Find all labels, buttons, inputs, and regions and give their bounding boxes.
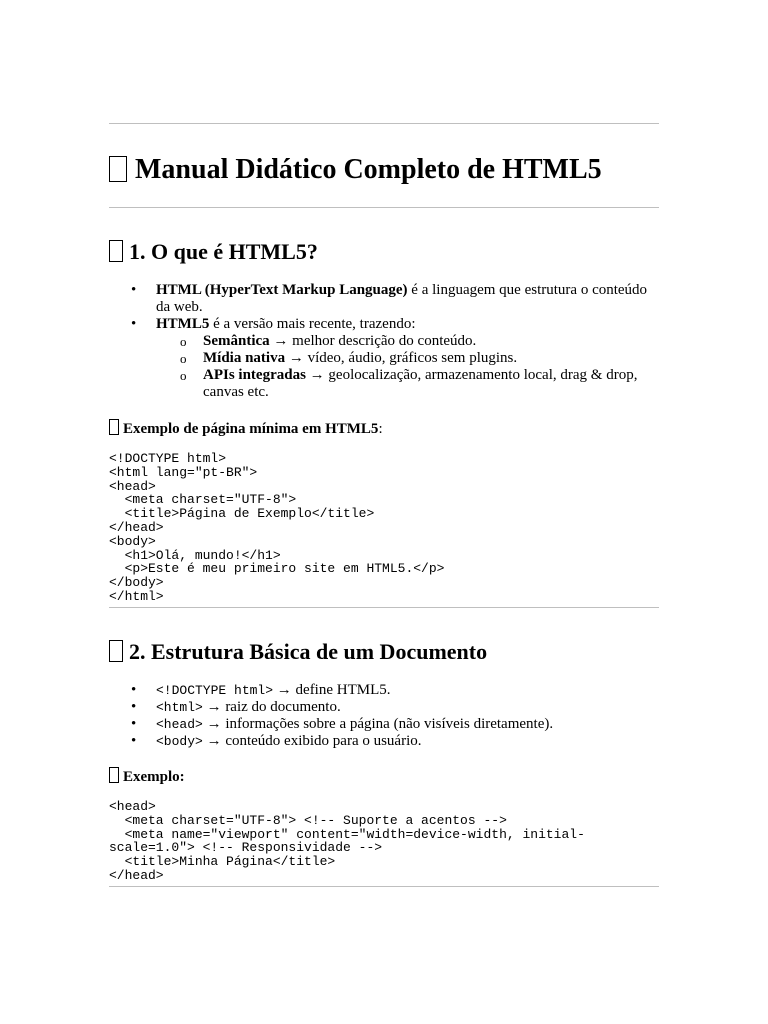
section1-heading-text: 1. O que é HTML5? [129, 239, 318, 264]
list-item [109, 682, 659, 699]
list-item-code: <body> [156, 734, 203, 749]
example-label-colon: : [378, 421, 383, 437]
sub-bullet: o [180, 351, 187, 366]
section2-heading [109, 639, 487, 665]
memo-icon [109, 419, 119, 435]
page-title-text: Manual Didático Completo de HTML5 [135, 154, 602, 185]
section2-example-label [109, 767, 185, 786]
section2-heading-text: 2. Estrutura Básica de um Documento [129, 639, 488, 664]
bullet: • [131, 733, 137, 749]
divider-section2 [109, 886, 659, 887]
bullet: • [131, 699, 137, 715]
section1-example-label [109, 419, 383, 438]
list-item [109, 733, 659, 750]
sub-bullet: o [180, 334, 187, 349]
list-item [109, 282, 659, 316]
list-item-strong: HTML5 [156, 316, 210, 332]
list-item-code: <head> [156, 717, 203, 732]
sublist-item-strong: Mídia nativa [203, 350, 286, 366]
list-item-code: <!DOCTYPE html> [156, 683, 274, 698]
bullet: • [131, 716, 137, 732]
sublist-item-text: → melhor descrição do conteúdo. [269, 333, 477, 349]
memo-icon [109, 767, 119, 783]
list-item-text: → define HTML5. [273, 682, 391, 698]
sublist-item-text: → vídeo, áudio, gráficos sem plugins. [285, 350, 518, 366]
pin-icon [109, 640, 123, 662]
list-item-text: é a versão mais recente, trazendo: [209, 316, 416, 332]
section1-sublist [156, 333, 659, 401]
list-item-strong: HTML (HyperText Markup Language) [156, 282, 408, 298]
sub-bullet: o [180, 368, 187, 383]
list-item [109, 316, 659, 401]
sublist-item-strong: Semântica [203, 333, 270, 349]
divider-section1 [109, 607, 659, 608]
divider-top [109, 123, 659, 124]
list-item [109, 699, 659, 716]
list-item-code: <html> [156, 700, 203, 715]
sublist-item-strong: APIs integradas [203, 367, 306, 383]
sublist-item-text: → geolocalização, armazenamento local, drag & drop, canvas etc. [203, 367, 638, 400]
bullet: • [131, 316, 137, 332]
sublist-item [109, 333, 659, 350]
bullet: • [131, 682, 137, 698]
list-item-text: → informações sobre a página (não visíveis diretamente). [202, 716, 554, 732]
example-label-text: Exemplo de página mínima em HTML5 [123, 421, 379, 437]
pin-icon [109, 240, 123, 262]
sublist-item [109, 367, 659, 401]
section1-list [109, 282, 659, 401]
list-item-text: → raiz do documento. [202, 699, 341, 715]
example-label-text: Exemplo: [123, 769, 185, 785]
section2-list [109, 682, 659, 750]
section2-code-block: <head> <meta charset="UTF-8"> <!-- Suporte a acentos --> <meta name="viewport" content="width=device-width, initial- scale=1.0"> <!-- Responsividade --> <title>Minha Página</title> </head> [109, 799, 585, 883]
list-item-text: → conteúdo exibido para o usuário. [202, 733, 422, 749]
list-item-text: é a linguagem que estrutura o conteúdo da web. [156, 282, 648, 315]
page-title [109, 154, 602, 186]
book-icon [109, 156, 127, 182]
section1-heading [109, 239, 318, 265]
divider-title [109, 207, 659, 208]
section1-code-block: <!DOCTYPE html> <html lang="pt-BR"> <head> <meta charset="UTF-8"> <title>Página de Exemplo</title> </head> <body> <h1>Olá, mundo!</h1> <p>Este é meu primeiro site em HTML5.</p> </body> </html> [109, 451, 445, 604]
sublist-item [109, 350, 659, 367]
list-item [109, 716, 659, 733]
bullet: • [131, 282, 137, 298]
